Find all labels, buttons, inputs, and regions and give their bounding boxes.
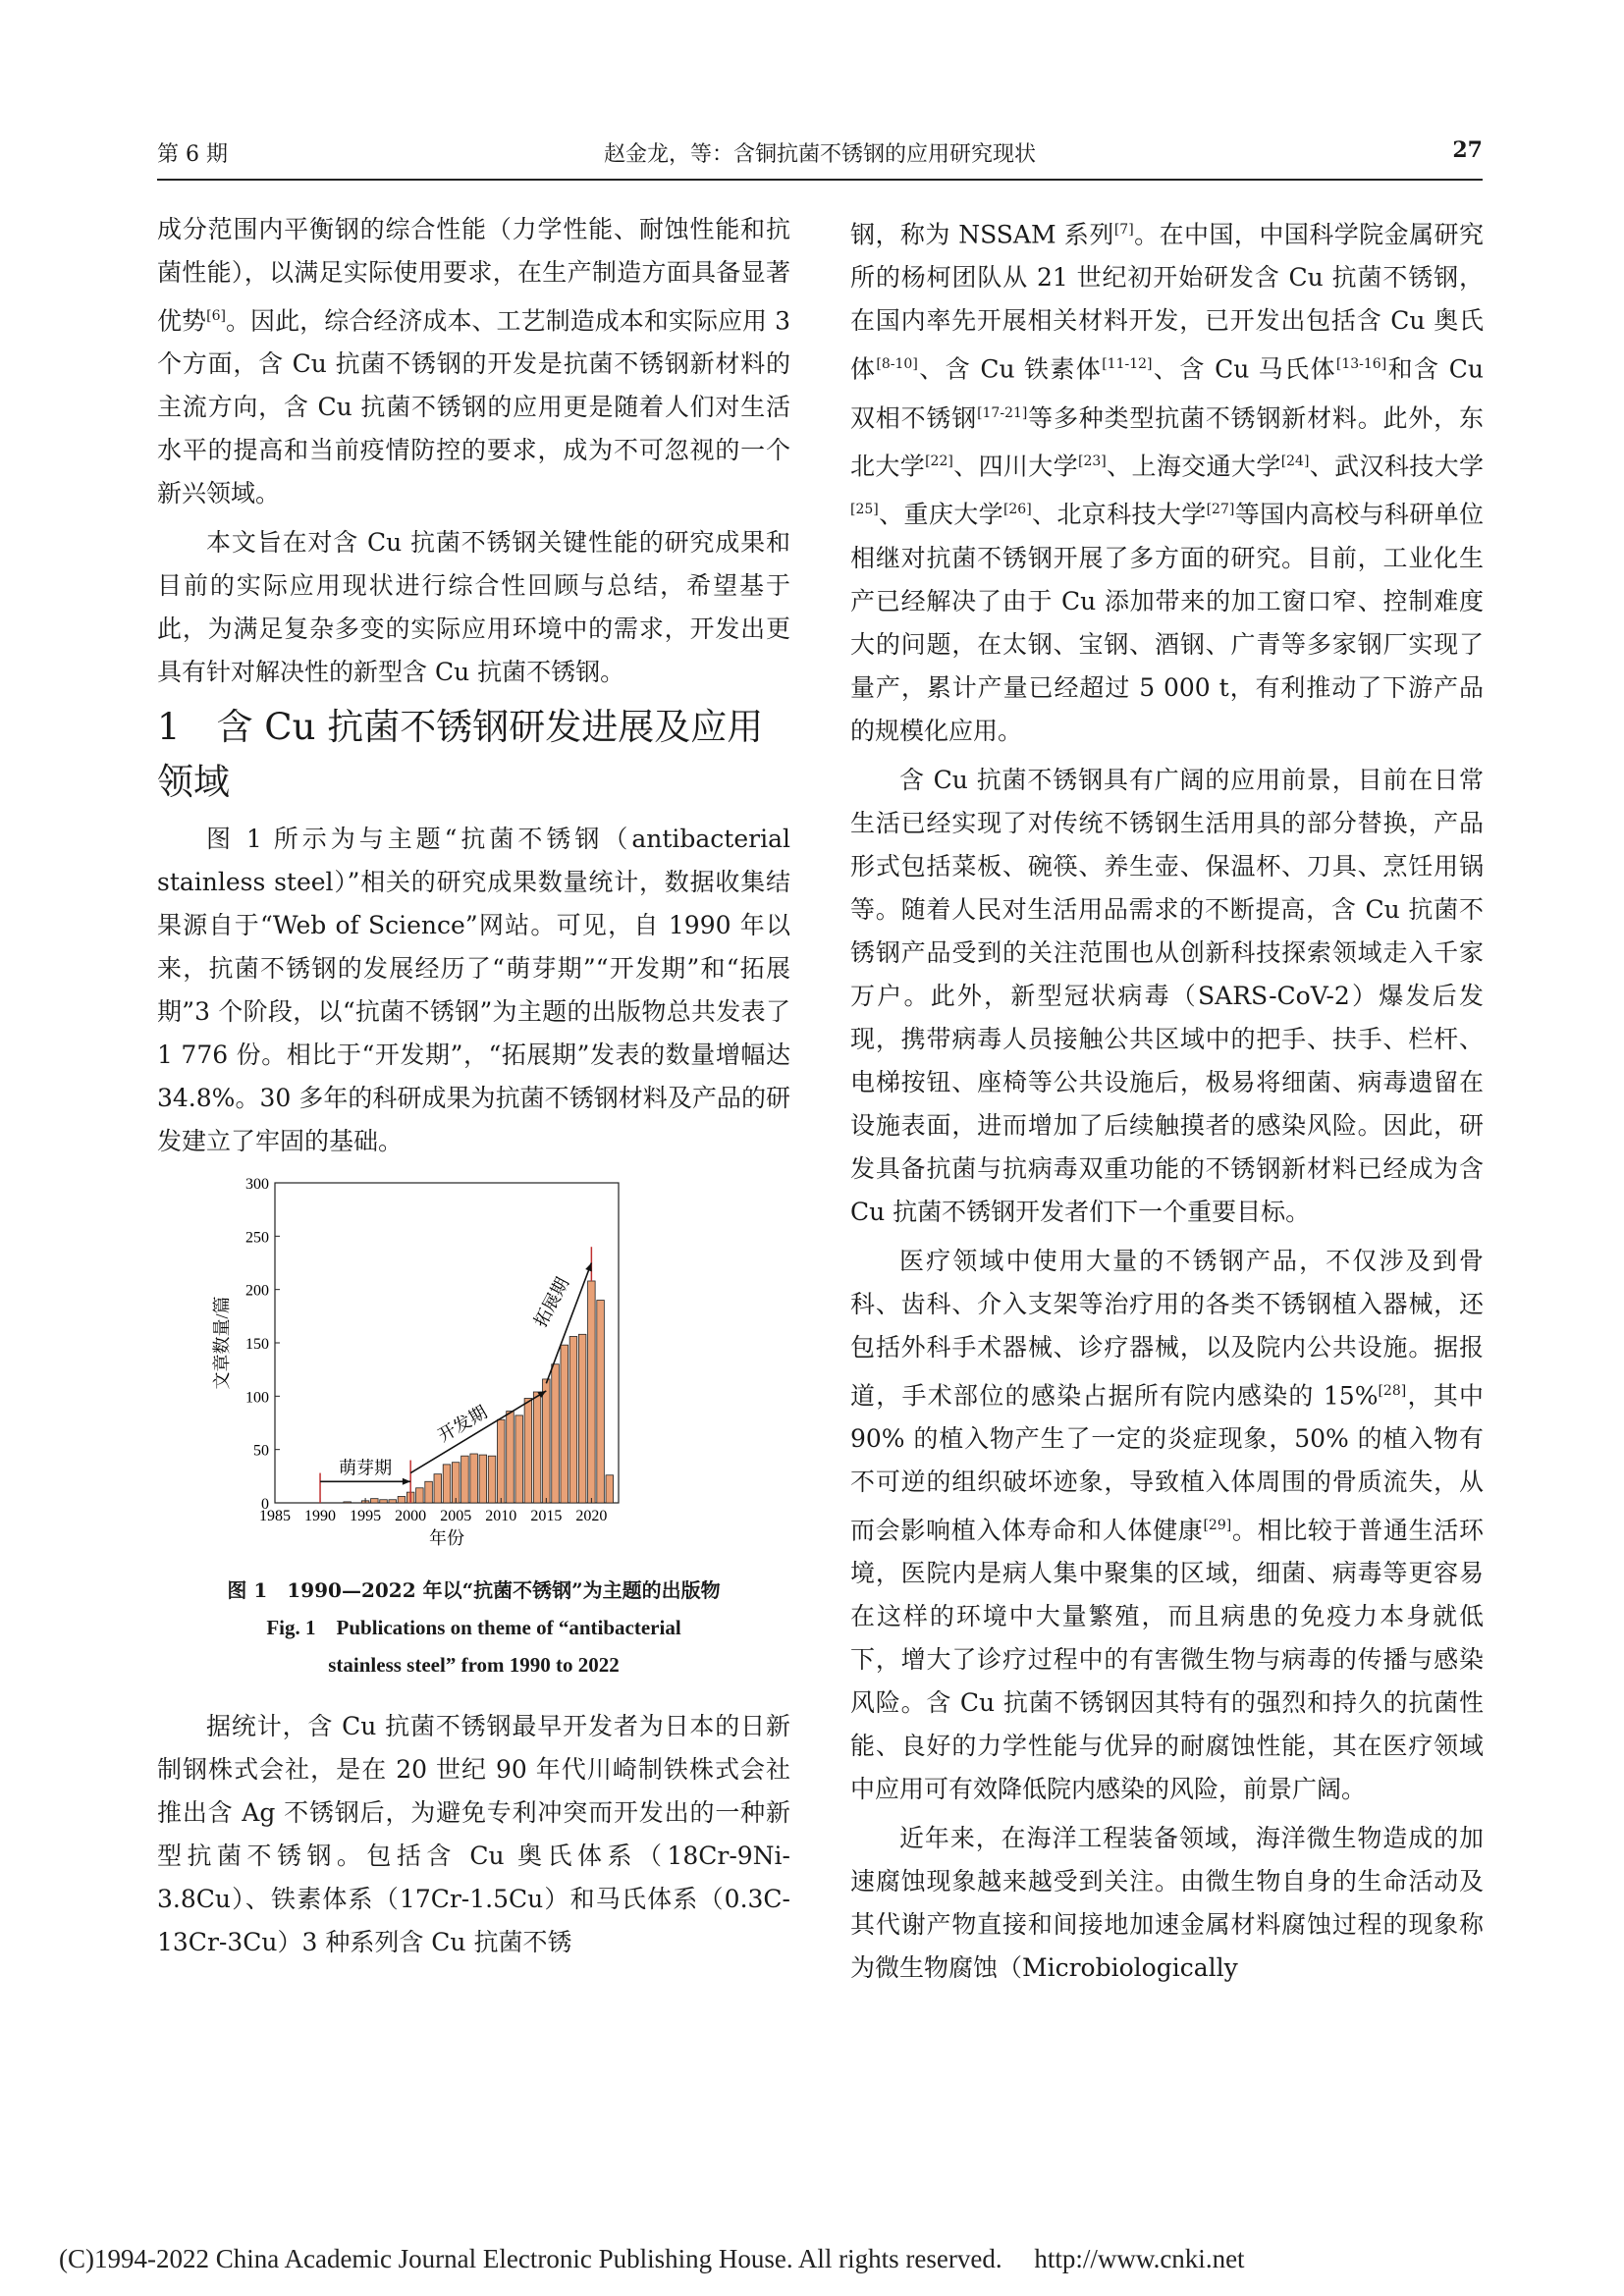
figure-caption [157,1572,790,1683]
citation: [29] [1203,1517,1232,1533]
x-tick-label: 2015 [530,1508,563,1525]
publication-bar-chart [157,1169,790,1572]
bar [552,1364,560,1503]
figure-1 [157,1169,790,1549]
citation: [23] [1078,453,1107,469]
y-tick-label: 0 [261,1496,269,1514]
citation: [28] [1378,1382,1407,1399]
x-tick-label: 2020 [575,1508,608,1525]
cnki-url: http://www.cnki.net [1034,2244,1245,2273]
left-column [157,208,790,1970]
phase-label: 萌芽期 [339,1458,393,1478]
copyright-footer [59,2244,1271,2274]
bar [606,1475,614,1503]
bar [533,1392,541,1503]
running-header [157,137,1483,177]
bar [543,1379,551,1503]
citation: [17-21] [977,404,1028,421]
citation: [22] [925,453,953,469]
bar [561,1346,568,1504]
citation: [25] [850,502,879,518]
citation: [26] [1002,502,1032,518]
left-paragraph-4: 据统计，含 Cu 抗菌不锈钢最早开发者为日本的日新制钢株式会社，是在 20 世纪 90 年代川崎制铁株式会社推出含 Ag 不锈钢后，为避免专利冲突而开发出的一种新型抗菌不锈钢。包括含 Cu 奥氏体系（18Cr-9Ni-3.8Cu）、铁素体系（17Cr-1.5Cu）和马氏体系（0.3C-13Cr-3Cu）3 种系列含 Cu 抗菌不锈 [157,1712,790,1957]
y-tick-label: 200 [245,1282,269,1300]
caption-chinese: 图 1 1990—2022 年以“抗菌不锈钢”为主题的出版物 [227,1578,721,1603]
bar [515,1415,523,1503]
x-tick-label: 1990 [304,1508,337,1525]
citation: [6] [206,308,226,324]
running-title: 赵金龙，等：含铜抗菌不锈钢的应用研究现状 [603,142,1036,167]
y-tick-label: 150 [245,1336,269,1354]
bar [524,1399,532,1503]
y-axis-label: 文章数量/篇 [212,1296,232,1390]
right-paragraph-4: 近年来，在海洋工程装备领域，海洋微生物造成的加速腐蚀现象越来越受到关注。由微生物自身的生命活动及其代谢产物直接和间接地加速金属材料腐蚀过程的现象称为微生物腐蚀（Microbiologically [850,1824,1484,1983]
page-number: 27 [1452,137,1483,163]
bar [380,1500,388,1503]
bar [371,1499,379,1503]
bar [398,1497,406,1504]
citation: [24] [1280,453,1310,469]
y-tick-label: 100 [245,1389,269,1407]
phase-label: 拓展期 [530,1274,573,1331]
bar [597,1301,605,1503]
bar [497,1420,505,1504]
bar [443,1465,451,1503]
issue-number: 第 6 期 [157,142,228,167]
phase-arrow-1-head [403,1478,410,1485]
x-axis-label: 年份 [429,1528,464,1549]
bar [425,1482,433,1504]
left-paragraph-1: 成分范围内平衡钢的综合性能（力学性能、耐蚀性能和抗菌性能），以满足实际使用要求，在生产制造方面具备显著优势[6]。因此，综合经济成本、工艺制造成本和实际应用 3 个方面，含 Cu 抗菌不锈钢的开发是抗菌不锈钢新材料的主流方向，含 Cu 抗菌不锈钢的应用更是随着人们对生活水平的提高和当前疫情防控的要求，成为不可忽视的一个新兴领域。 [157,215,790,508]
right-paragraph-1: 钢，称为 NSSAM 系列[7]。在中国，中国科学院金属研究所的杨柯团队从 21 世纪初开始研发含 Cu 抗菌不锈钢，在国内率先开展相关材料开发，已开发出包括含 Cu 奥氏体[8-10]、含 Cu 铁素体[11-12]、含 Cu 马氏体[13-16]和含 Cu 双相不锈钢[17-21]等多种类型抗菌不锈钢新材料。此外，东北大学[22]、四川大学[23]、上海交通大学[24]、武汉科技大学[25]、重庆大学[26]、北京科技大学[27]等国内高校与科研单位相继对抗菌不锈钢开展了多方面的研究。目前，工业化生产已经解决了由于 Cu 添加带来的加工窗口窄、控制难度大的问题，在太钢、宝钢、酒钢、广青等多家钢厂实现了量产，累计产量已经超过 5 000 t，有利推动了下游产品的规模化应用。 [850,220,1484,745]
y-tick-label: 300 [245,1176,269,1194]
right-column [850,208,1484,1996]
bar [488,1457,496,1504]
header-rule [157,179,1483,181]
bar [434,1474,442,1503]
citation: [27] [1206,502,1235,518]
phase-arrow-3-head [585,1263,592,1272]
bar [344,1502,352,1503]
citation: [13-16] [1335,356,1387,373]
bar [461,1457,469,1504]
x-tick-label: 1995 [350,1508,382,1525]
bar [569,1337,577,1504]
bar [416,1488,424,1503]
y-tick-label: 50 [253,1442,269,1460]
x-tick-label: 1985 [259,1508,291,1525]
right-paragraph-2: 含 Cu 抗菌不锈钢具有广阔的应用前景，目前在日常生活已经实现了对传统不锈钢生活用具的部分替换，产品形式包括菜板、碗筷、养生壶、保温杯、刀具、烹饪用锅等。随着人民对生活用品需求的不断提高，含 Cu 抗菌不锈钢产品受到的关注范围也从创新科技探索领域走入千家万户。此外，新型冠状病毒（SARS-CoV-2）爆发后发现，携带病毒人员接触公共区域中的把手、扶手、栏杆、电梯按钮、座椅等公共设施后，极易将细菌、病毒遗留在设施表面，进而增加了后续触摸者的感染风险。因此，研发具备抗菌与抗病毒双重功能的不锈钢新材料已经成为含 Cu 抗菌不锈钢开发者们下一个重要目标。 [850,765,1484,1226]
phase-label: 开发期 [434,1402,491,1447]
copyright-text: (C)1994-2022 China Academic Journal Electronic Publishing House. All rights reserved. [59,2244,1002,2273]
x-tick-label: 2000 [395,1508,427,1525]
left-paragraph-2: 本文旨在对含 Cu 抗菌不锈钢关键性能的研究成果和目前的实际应用现状进行综合性回顾与总结，希望基于此，为满足复杂多变的实际应用环境中的需求，开发出更具有针对解决性的新型含 Cu 抗菌不锈钢。 [157,528,790,687]
bar [470,1454,478,1503]
left-paragraph-3: 图 1 所示为与主题“抗菌不锈钢（antibacterial stainless steel）”相关的研究成果数量统计，数据收集结果源自于“Web of Science”网站。可见，自 1990 年以来，抗菌不锈钢的发展经历了“萌芽期”“开发期”和“拓展期”3 个阶段，以“抗菌不锈钢”为主题的出版物总共发表了 1 776 份。相比于“开发期”，“拓展期”发表的数量增幅达 34.8%。30 多年的科研成果为抗菌不锈钢材料及产品的研发建立了牢固的基础。 [157,825,790,1156]
bar [479,1455,487,1503]
bar [452,1463,460,1503]
x-tick-label: 2010 [485,1508,517,1525]
citation: [8-10] [876,356,918,373]
right-paragraph-3: 医疗领域中使用大量的不锈钢产品，不仅涉及到骨科、齿科、介入支架等治疗用的各类不锈钢植入器械，还包括外科手术器械、诊疗器械，以及院内公共设施。据报道，手术部位的感染占据所有院内感染的 15%[28]，其中 90% 的植入物产生了一定的炎症现象，50% 的植入物有不可逆的组织破坏迹象，导致植入体周围的骨质流失，从而会影响植入体寿命和人体健康[29]。相比较于普通生活环境，医院内是病人集中聚集的区域，细菌、病毒等更容易在这样的环境中大量繁殖，而且病患的免疫力本身就低下，增大了诊疗过程中的有害微生物与病毒的传播与感染风险。含 Cu 抗菌不锈钢因其特有的强烈和持久的抗菌性能、良好的力学性能与优异的耐腐蚀性能，其在医疗领域中应用可有效降低院内感染的风险，前景广阔。 [850,1246,1484,1804]
x-tick-label: 2005 [440,1508,472,1525]
caption-english-line-2: stainless steel” from 1990 to 2022 [328,1653,620,1678]
bar [588,1281,596,1503]
bar [578,1335,586,1504]
section-heading: 1 含 Cu 抗菌不锈钢研发进展及应用领域 [157,706,764,804]
y-tick-label: 250 [245,1229,269,1247]
bar [389,1500,397,1503]
bar [507,1412,514,1503]
citation: [11-12] [1102,356,1153,373]
citation: [7] [1113,222,1134,238]
caption-english-line-1: Fig. 1 Publications on theme of “antibacterial [266,1616,681,1640]
